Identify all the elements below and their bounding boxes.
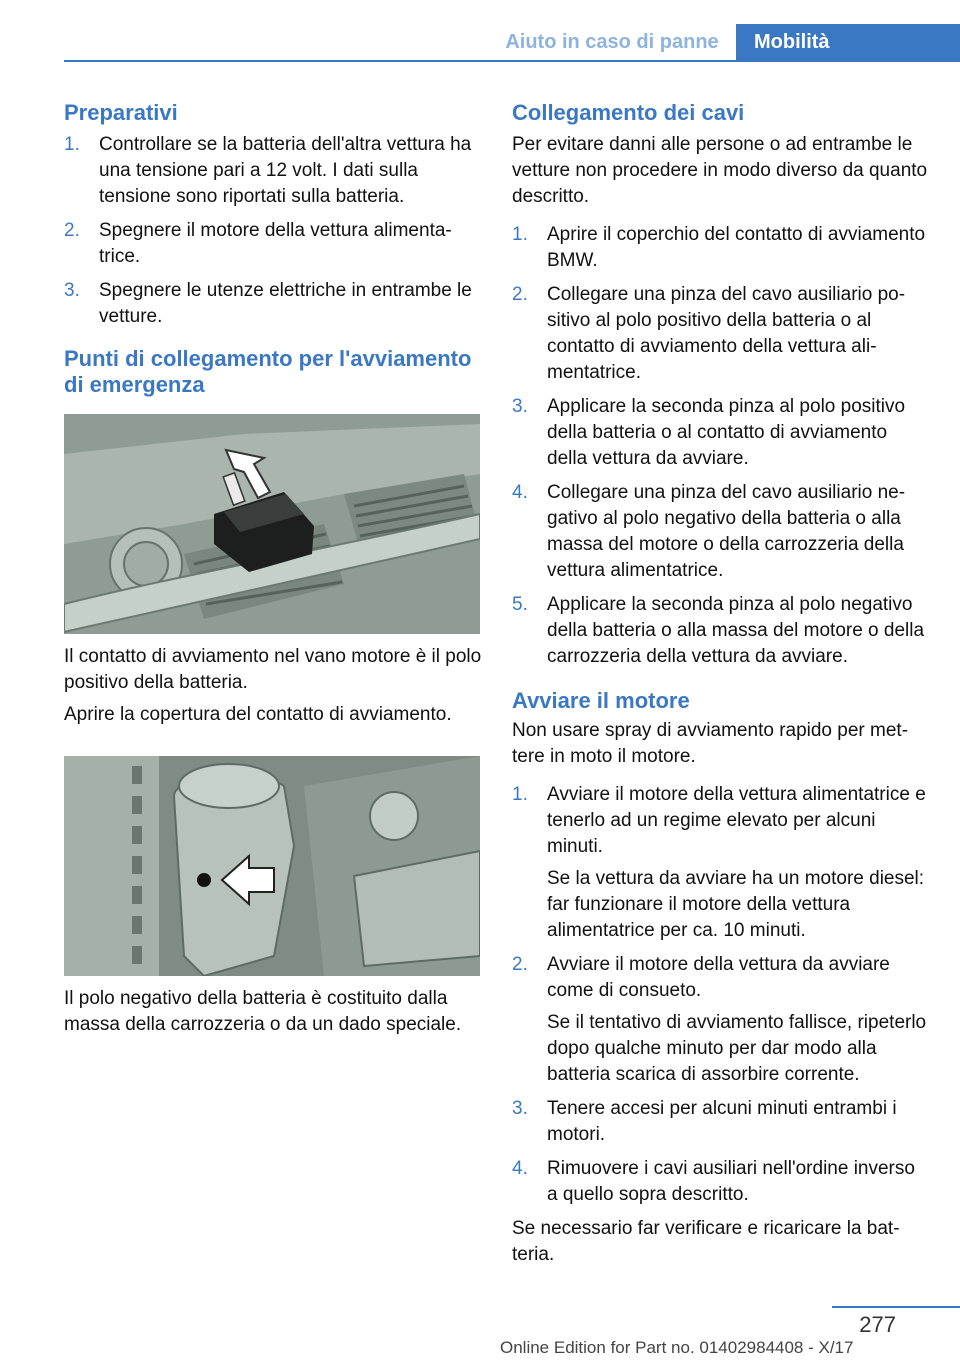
step-number: 3. [512,396,528,417]
step-text: Spegnere le utenze elettriche in entrambe le vetture. [99,280,472,327]
list-item [512,1156,930,1208]
figure2-caption: Il polo negativo della batteria è costituito dalla massa della carrozzeria o da un dado speciale. [64,988,462,1035]
step-number: 2. [512,284,528,305]
preparations-list [64,132,482,330]
ground-point-illustration [64,756,480,976]
step-number: 2. [512,954,528,975]
step-subtext: Se il tentativo di avviamento fallisce, ripeterlo dopo qualche minuto per dar modo alla batteria scarica di assorbire corrente. [547,1012,927,1085]
cable-connection-list [512,222,930,670]
step-number: 3. [64,280,80,301]
list-item [512,222,930,274]
header-rule [64,60,960,62]
step-text: Spegnere il motore della vettura alimentatrice. [99,220,452,267]
step-text: Applicare la seconda pinza al polo negativo della batteria o alla massa del motore o della carrozzeria della vettura da avviare. [547,594,925,667]
engine-bay-illustration [64,414,480,634]
list-item [512,282,930,386]
header-section-title: Aiuto in caso di panne [505,31,719,53]
step-text: Controllare se la batteria dell'altra vettura ha una tensione pari a 12 volt. I dati sulla tensione sono riportati sulla batteria. [99,134,472,207]
list-item [512,1096,930,1148]
figure1-caption-1: Il contatto di avviamento nel vano motore è il polo positivo della batteria. [64,646,482,693]
step-number: 4. [512,1158,528,1179]
step-text: Tenere accesi per alcuni minuti entrambi i motori. [547,1098,897,1145]
list-item [512,394,930,472]
start-engine-intro: Non usare spray di avviamento rapido per mettere in moto il motore. [512,720,909,767]
cable-connection-heading: Collegamento dei cavi [512,100,745,125]
step-number: 5. [512,594,528,615]
step-text: Avviare il motore della vettura alimentatrice e tenerlo ad un regime elevato per alcuni minuti. [547,784,926,857]
step-text: Aprire il coperchio del contatto di avviamento BMW. [547,224,926,271]
connection-points-heading: Punti di collegamento per l'avviamento di emergenza [64,346,472,397]
edition-footer: Online Edition for Part no. 01402984408 - X/17 [500,1338,854,1357]
step-number: 1. [512,224,528,245]
start-engine-list [512,782,930,1208]
closing-note: Se necessario far verificare e ricaricare la batteria. [512,1218,900,1265]
cable-connection-intro: Per evitare danni alle persone o ad entrambe le vetture non procedere in modo diverso da quanto descritto. [512,134,928,207]
list-item [512,480,930,584]
left-column [64,100,482,1038]
figure1-caption-2: Aprire la copertura del contatto di avviamento. [64,704,452,725]
list-item [512,782,930,944]
step-text: Rimuovere i cavi ausiliari nell'ordine inverso a quello sopra descritto. [547,1158,915,1205]
right-column [512,100,930,1268]
step-text: Applicare la seconda pinza al polo positivo della batteria o al contatto di avviamento della vettura da avviare. [547,396,906,469]
step-text: Collegare una pinza del cavo ausiliario positivo al polo positivo della batteria o al contatto di avviamento della vettura alimentatrice. [547,284,906,383]
step-subtext: Se la vettura da avviare ha un motore diesel: far funzionare il motore della vettura alimentatrice per ca. 10 minuti. [547,868,925,941]
page-number: 277 [859,1312,896,1337]
step-number: 1. [512,784,528,805]
footer-rule [832,1306,960,1308]
preparations-heading: Preparativi [64,100,178,125]
list-item [64,132,482,210]
list-item [512,592,930,670]
list-item [64,218,482,270]
step-text: Collegare una pinza del cavo ausiliario negativo al polo negativo della batteria o alla massa del motore o della carrozzeria della vettura alimentatrice. [547,482,906,581]
start-engine-heading: Avviare il motore [512,688,690,713]
jump-start-terminal-figure [64,414,480,634]
step-number: 1. [64,134,80,155]
step-number: 2. [64,220,80,241]
list-item [64,278,482,330]
ground-point-figure [64,756,480,976]
step-number: 4. [512,482,528,503]
step-number: 3. [512,1098,528,1119]
list-item [512,952,930,1088]
step-text: Avviare il motore della vettura da avviare come di consueto. [547,954,890,1001]
header-chapter-tab: Mobilità [736,24,960,60]
